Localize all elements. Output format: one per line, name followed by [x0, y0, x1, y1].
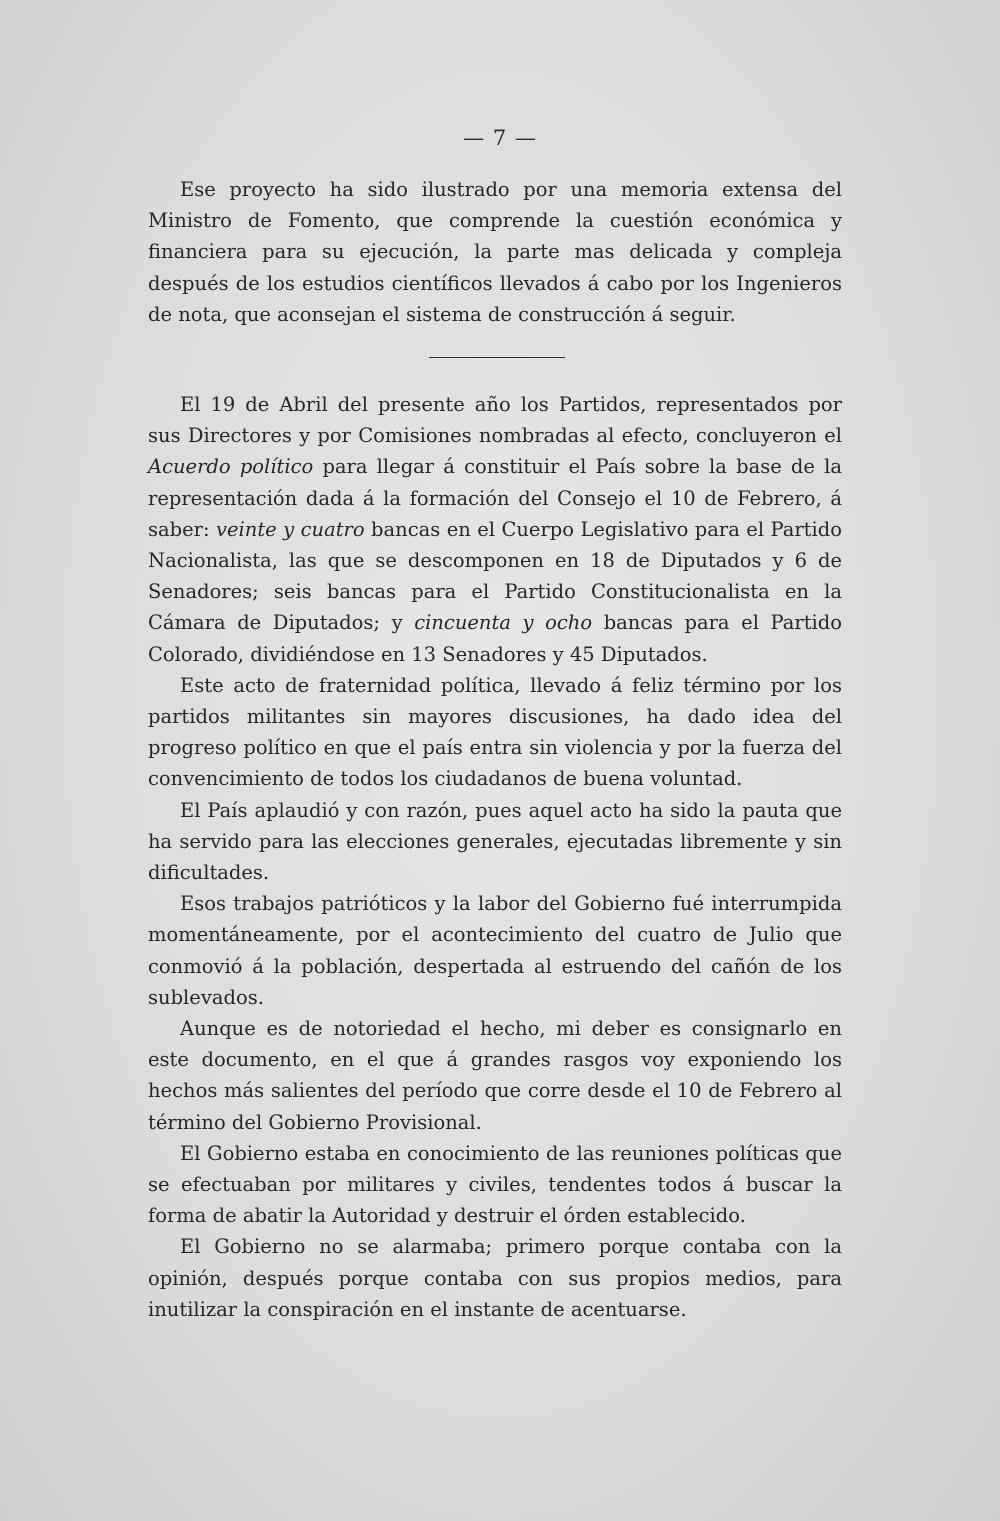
italic-term: Acuerdo político: [148, 455, 314, 479]
section-divider: [429, 357, 565, 358]
text-run: para llegar á constituir el País sobre la base de la representación dada á la formación del Consejo el 10 de Febrero, á saber:: [148, 455, 842, 541]
paragraph: Aunque es de notoriedad el hecho, mi deber es consignarlo en este documento, en el que á grandes rasgos voy exponiendo los hechos más salientes del período que corre desde el 10 de Febrero al término del Gobierno Provisional.: [148, 1017, 842, 1134]
text-run: El 19 de Abril del presente año los Partidos, representados por sus Directores y por Comisiones nombradas al efecto, concluyeron el: [148, 393, 842, 448]
text-run: bancas para el Partido Colorado, dividiéndose en 13 Senadores y 45 Diputados.: [148, 611, 843, 666]
italic-term: cincuenta y ocho: [414, 611, 593, 635]
paragraph: El Gobierno estaba en conocimiento de las reuniones políticas que se efectuaban por militares y civiles, tendentes todos á buscar la forma de abatir la Autoridad y destruir el órden establecido.: [148, 1141, 842, 1228]
paragraph-acuerdo: [148, 389, 842, 670]
paragraph: Ese proyecto ha sido ilustrado por una memoria extensa del Ministro de Fomento, que comprende la cuestión económica y financiera para su ejecución, la parte mas delicada y compleja después de los estudios científicos llevados á cabo por los Ingenieros de nota, que aconsejan el sistema de construcción á seguir.: [148, 178, 842, 326]
section-2-text: [148, 389, 842, 1325]
italic-term: veinte y cuatro: [215, 517, 365, 541]
paragraph: Este acto de fraternidad política, llevado á feliz término por los partidos militantes sin mayores discusiones, ha dado idea del progreso político en que el país entra sin violencia y por la fuerza del convencimiento de todos los ciudadanos de buena voluntad.: [148, 673, 842, 791]
paragraph: Esos trabajos patrióticos y la labor del Gobierno fué interrumpida momentáneamente, por el acontecimiento del cuatro de Julio que conmovió á la población, despertada al estruendo del cañón de los sublevados.: [148, 892, 842, 1009]
paragraph: El País aplaudió y con razón, pues aquel acto ha sido la pauta que ha servido para las elecciones generales, ejecutadas libremente y sin dificultades.: [148, 798, 842, 885]
paragraph: El Gobierno no se alarmaba; primero porque contaba con la opinión, después porque contaba con sus propios medios, para inutilizar la conspiración en el instante de acentuarse.: [148, 1235, 842, 1321]
text-run: bancas en el Cuerpo Legislativo para el Partido Nacionalista, las que se descomponen en 18 de Diputados y 6 de Senadores; seis bancas para el Partido Constitucionalista en la Cámara de Diputados; y: [148, 517, 842, 635]
page-number: — 7 —: [463, 126, 537, 150]
section-1-text: [148, 174, 842, 330]
